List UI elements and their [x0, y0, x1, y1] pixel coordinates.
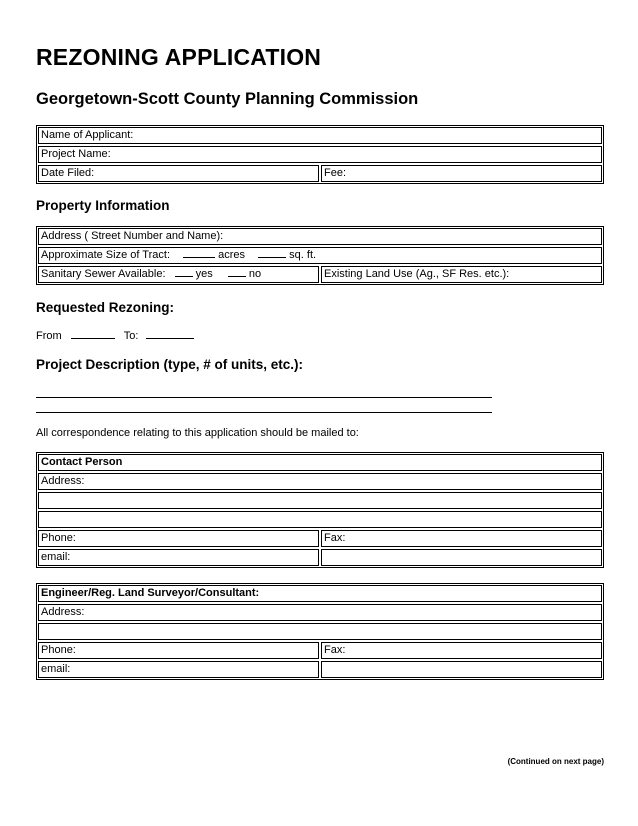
- sqft-blank[interactable]: [258, 248, 286, 258]
- sewer-field[interactable]: [38, 266, 319, 283]
- applicant-name-field[interactable]: Name of Applicant:: [38, 127, 602, 144]
- contact-fax-field[interactable]: Fax:: [321, 530, 602, 547]
- correspondence-note: All correspondence relating to this application should be mailed to:: [36, 427, 359, 439]
- contact-address-line-2[interactable]: [38, 492, 602, 509]
- rezoning-heading: Requested Rezoning:: [36, 300, 175, 315]
- tract-size-field[interactable]: [38, 247, 602, 264]
- description-line-1[interactable]: [36, 397, 492, 398]
- engineer-phone-field[interactable]: Phone:: [38, 642, 319, 659]
- engineer-address-field[interactable]: Address:: [38, 604, 602, 621]
- to-blank[interactable]: [146, 329, 194, 339]
- engineer-email-extra[interactable]: [321, 661, 602, 678]
- from-label: From: [36, 330, 62, 342]
- sewer-label: Sanitary Sewer Available:: [41, 268, 166, 280]
- sqft-label: sq. ft.: [289, 249, 317, 261]
- contact-heading: Contact Person: [38, 454, 602, 471]
- sewer-yes-blank[interactable]: [175, 267, 193, 277]
- property-table: [36, 226, 604, 285]
- description-heading: Project Description (type, # of units, etc.):: [36, 357, 304, 372]
- sewer-yes-label: yes: [195, 268, 213, 280]
- contact-address-field[interactable]: Address:: [38, 473, 602, 490]
- engineer-fax-field[interactable]: Fax:: [321, 642, 602, 659]
- rezoning-line: [36, 329, 194, 342]
- sewer-no-label: no: [248, 268, 262, 280]
- engineer-address-line-2[interactable]: [38, 623, 602, 640]
- acres-label: acres: [218, 249, 246, 261]
- description-line-2[interactable]: [36, 412, 492, 413]
- engineer-email-field[interactable]: email:: [38, 661, 319, 678]
- acres-blank[interactable]: [183, 248, 215, 258]
- page-title: REZONING APPLICATION: [36, 44, 322, 70]
- property-address-field[interactable]: Address ( Street Number and Name):: [38, 228, 602, 245]
- to-label: To:: [123, 330, 139, 342]
- tract-size-label: Approximate Size of Tract:: [41, 249, 170, 261]
- applicant-table: [36, 125, 604, 184]
- contact-phone-field[interactable]: Phone:: [38, 530, 319, 547]
- page-subtitle: Georgetown-Scott County Planning Commission: [36, 90, 419, 108]
- date-filed-field[interactable]: Date Filed:: [38, 165, 319, 182]
- engineer-table: [36, 583, 604, 680]
- from-blank[interactable]: [71, 329, 115, 339]
- property-heading: Property Information: [36, 198, 170, 213]
- fee-field[interactable]: Fee:: [321, 165, 602, 182]
- contact-email-extra[interactable]: [321, 549, 602, 566]
- project-name-field[interactable]: Project Name:: [38, 146, 602, 163]
- engineer-heading: Engineer/Reg. Land Surveyor/Consultant:: [38, 585, 602, 602]
- contact-address-line-3[interactable]: [38, 511, 602, 528]
- sewer-no-blank[interactable]: [228, 267, 246, 277]
- contact-email-field[interactable]: email:: [38, 549, 319, 566]
- continued-note: (Continued on next page): [507, 757, 604, 766]
- land-use-field[interactable]: Existing Land Use (Ag., SF Res. etc.):: [321, 266, 602, 283]
- contact-table: [36, 452, 604, 568]
